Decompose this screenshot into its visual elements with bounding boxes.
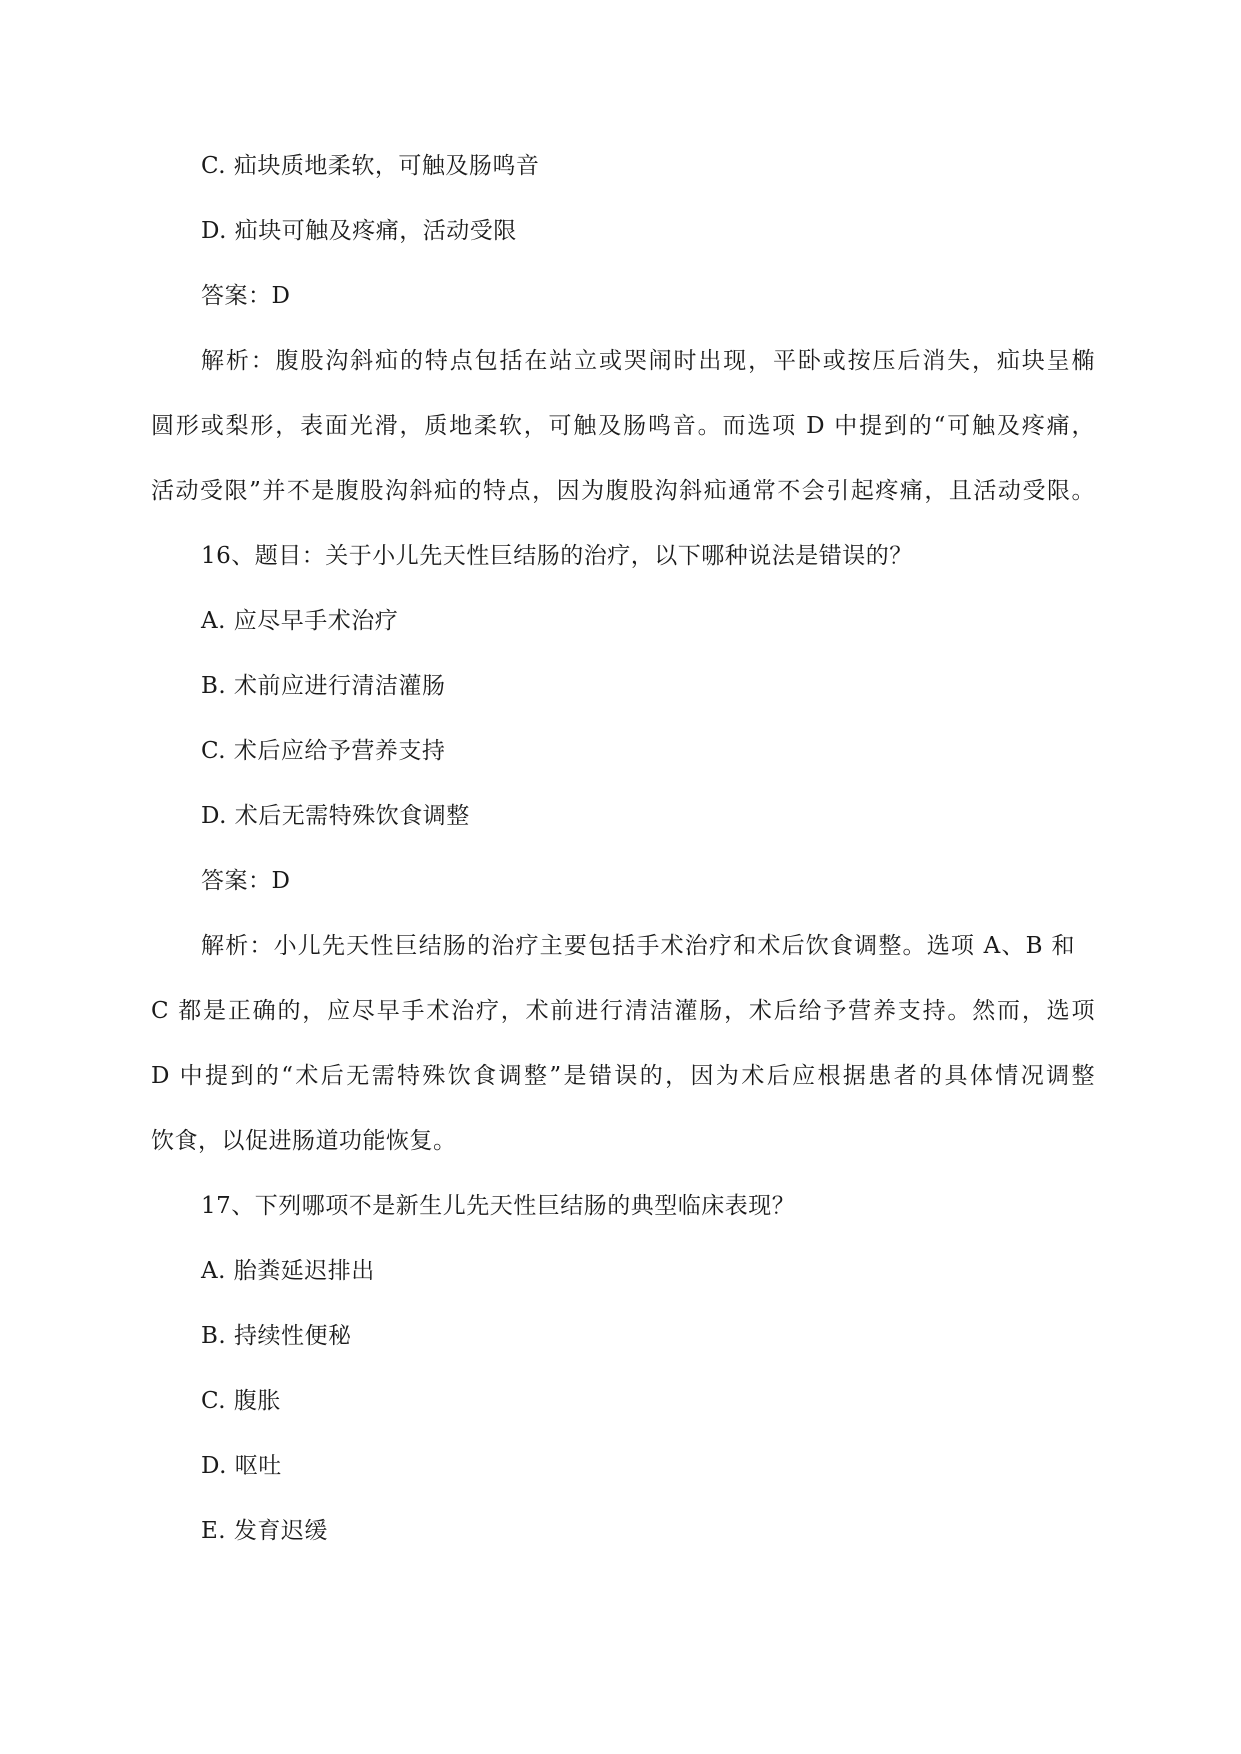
q17-option-d: D. 呕吐 xyxy=(201,1453,282,1479)
q15-option-c: C. 疝块质地柔软，可触及肠鸣音 xyxy=(201,153,540,179)
q15-analysis-line-2: 圆形或梨形，表面光滑，质地柔软，可触及肠鸣音。而选项 D 中提到的“可触及疼痛， xyxy=(151,413,1095,439)
q17-option-e: E. 发育迟缓 xyxy=(201,1518,328,1544)
q16-option-a: A. 应尽早手术治疗 xyxy=(201,608,399,634)
q16-analysis-line-1: 解析：小儿先天性巨结肠的治疗主要包括手术治疗和术后饮食调整。选项 A、B 和 xyxy=(201,933,1075,959)
q16-analysis-line-2: C 都是正确的，应尽早手术治疗，术前进行清洁灌肠，术后给予营养支持。然而，选项 xyxy=(151,998,1095,1024)
q15-answer: 答案：D xyxy=(201,283,291,309)
q16-analysis-line-4: 饮食，以促进肠道功能恢复。 xyxy=(151,1128,457,1154)
q16-answer: 答案：D xyxy=(201,868,291,894)
q17-option-a: A. 胎粪延迟排出 xyxy=(201,1258,375,1284)
q17-option-b: B. 持续性便秘 xyxy=(201,1323,352,1349)
q15-analysis-line-1: 解析：腹股沟斜疝的特点包括在站立或哭闹时出现，平卧或按压后消失，疝块呈椭 xyxy=(201,348,1095,374)
q15-option-d: D. 疝块可触及疼痛，活动受限 xyxy=(201,218,517,244)
q16-question: 16、题目：关于小儿先天性巨结肠的治疗，以下哪种说法是错误的？ xyxy=(201,543,913,569)
q16-option-b: B. 术前应进行清洁灌肠 xyxy=(201,673,446,699)
q16-analysis-line-3: D 中提到的“术后无需特殊饮食调整”是错误的，因为术后应根据患者的具体情况调整 xyxy=(151,1063,1095,1089)
q17-question: 17、下列哪项不是新生儿先天性巨结肠的典型临床表现？ xyxy=(201,1193,796,1219)
q15-analysis-line-3: 活动受限”并不是腹股沟斜疝的特点，因为腹股沟斜疝通常不会引起疼痛，且活动受限。 xyxy=(151,478,1095,504)
q17-option-c: C. 腹胀 xyxy=(201,1388,281,1414)
q16-option-d: D. 术后无需特殊饮食调整 xyxy=(201,803,470,829)
q16-option-c: C. 术后应给予营养支持 xyxy=(201,738,446,764)
